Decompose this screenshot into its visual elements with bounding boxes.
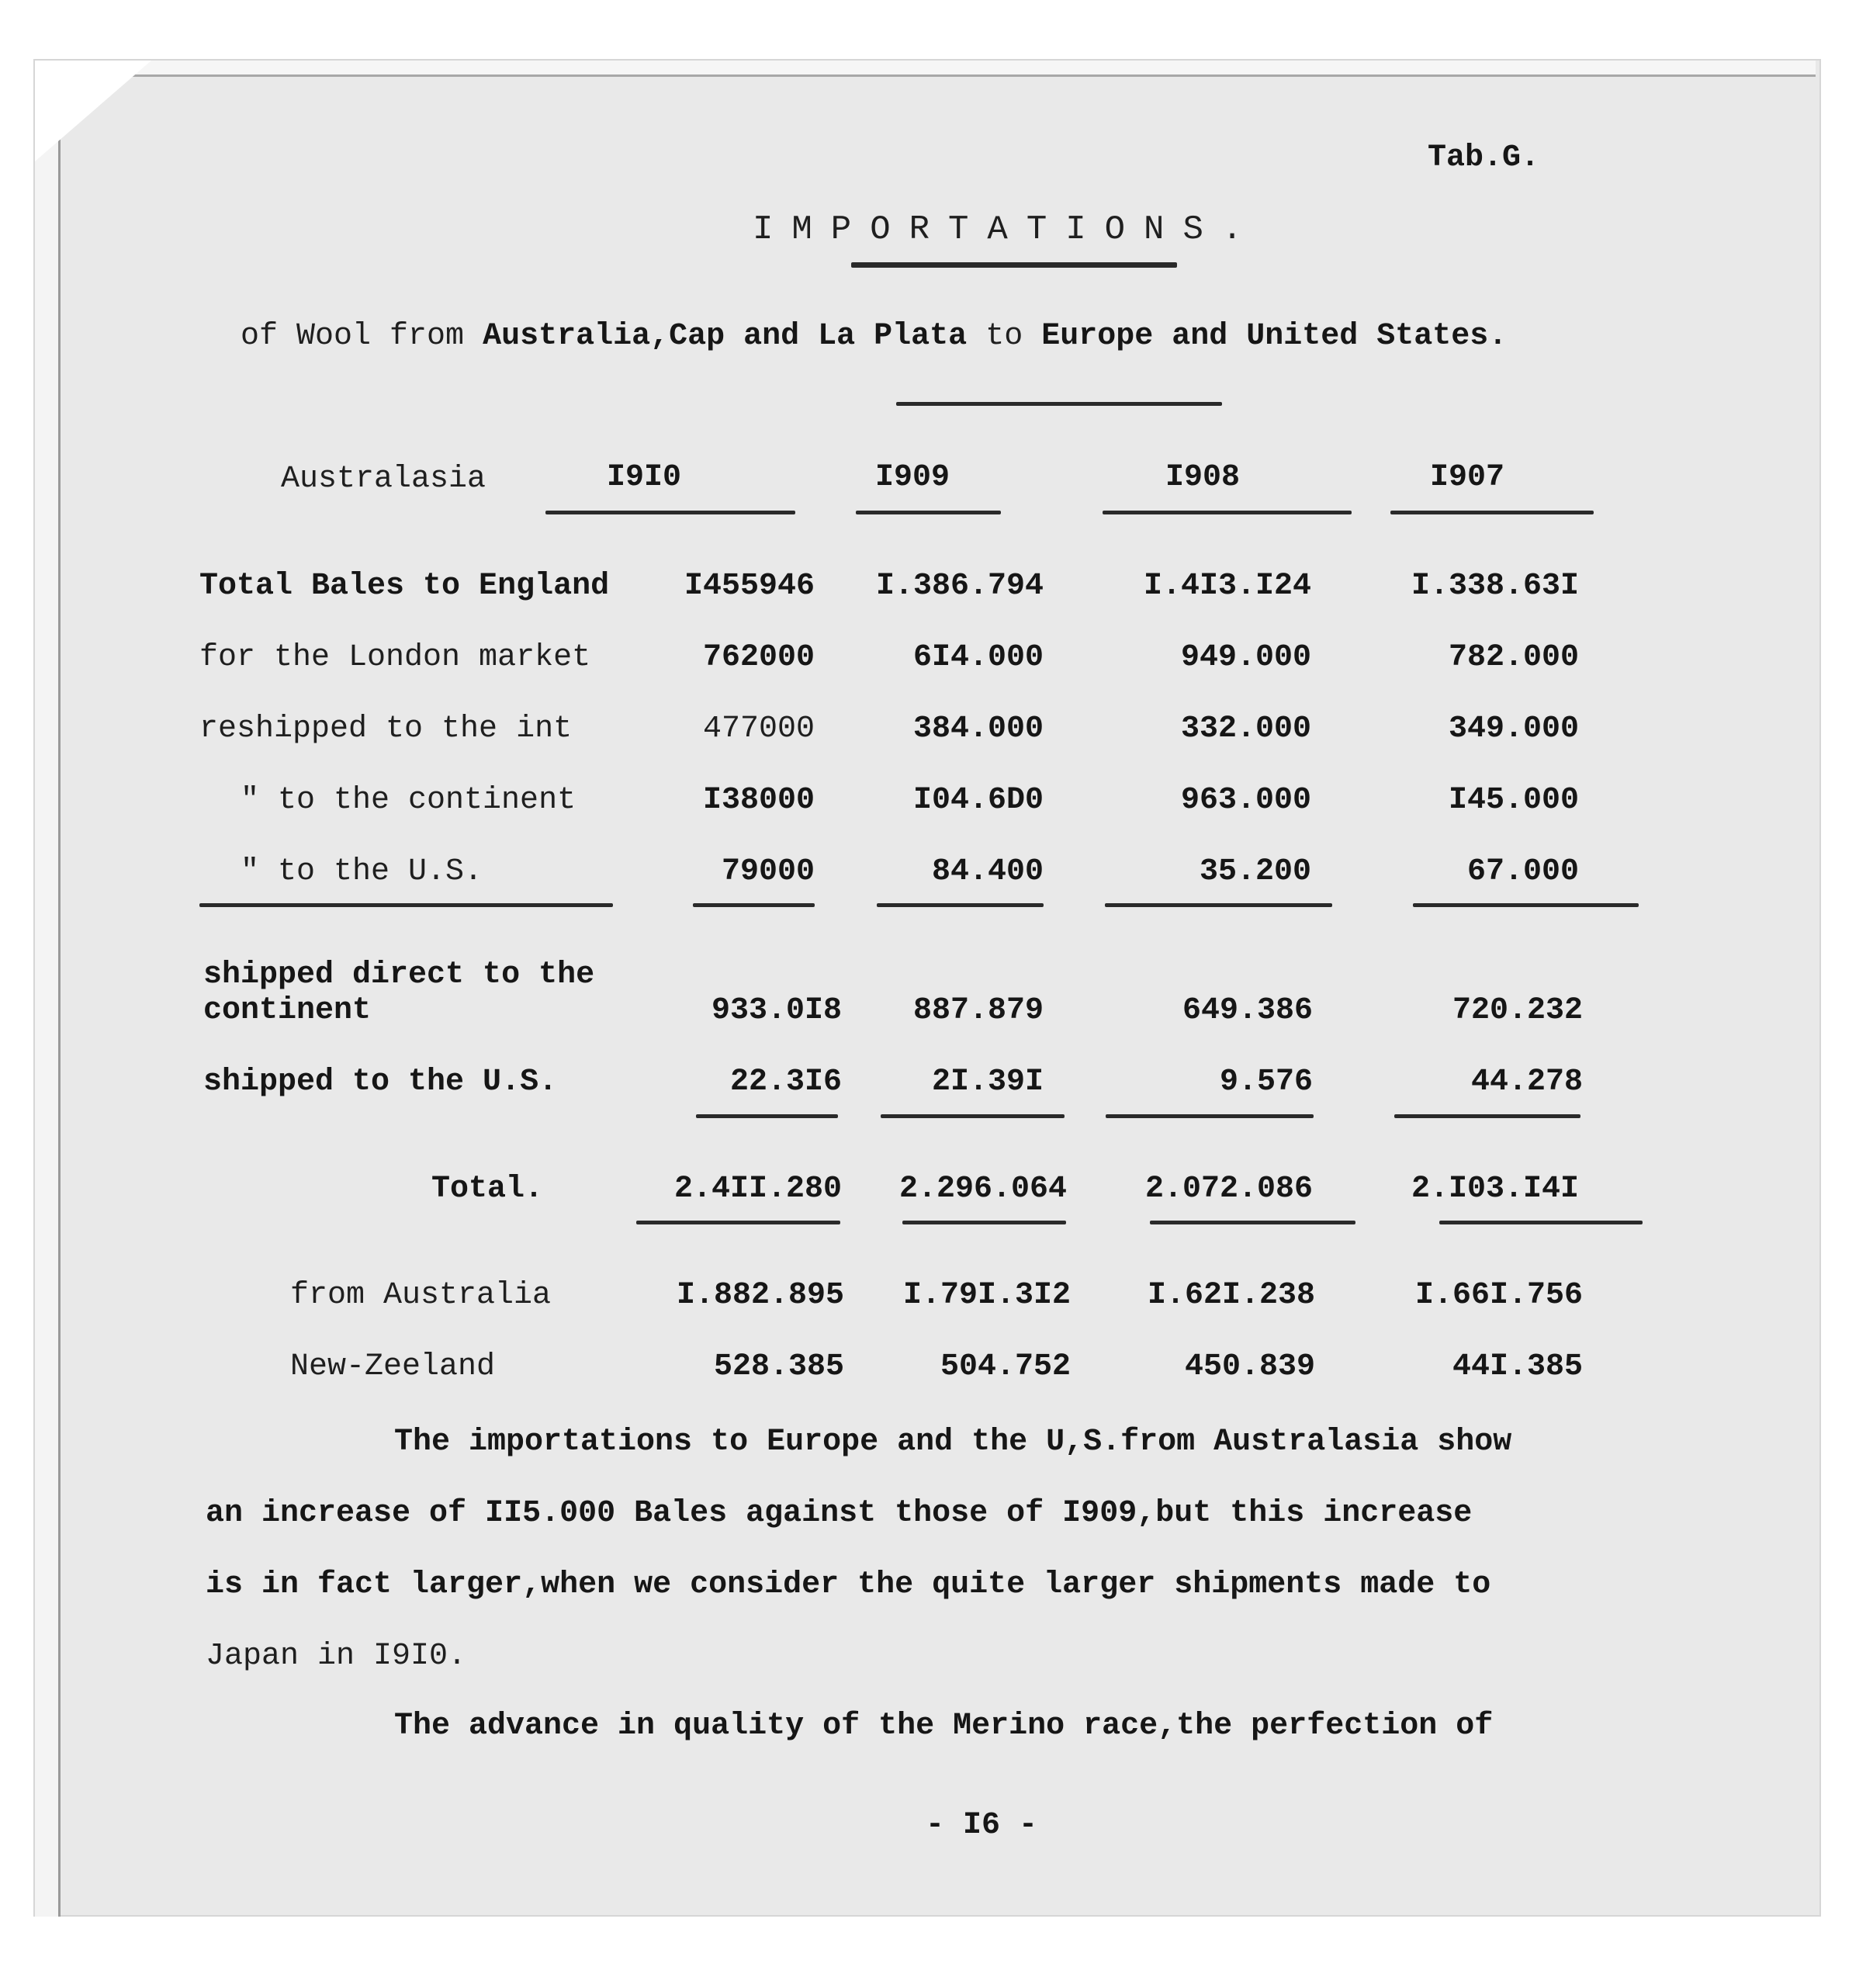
cell-direct-continent-1910: 933.0I8 (711, 993, 842, 1028)
total-rule-1908 (1106, 1114, 1314, 1118)
cell-reshipped-1909: 384.000 (912, 712, 1044, 746)
row-label-london-market: for the London market (199, 640, 591, 675)
paragraph1-line1: The importations to Europe and the U,S.from Australasia show (394, 1425, 1512, 1460)
cell-reshipped-1907: 349.000 (1448, 712, 1579, 746)
cell-new-zealand-1907: 44I.385 (1452, 1349, 1583, 1384)
row-label-total: Total. (431, 1172, 544, 1207)
year-header-1908: I908 (1165, 460, 1241, 495)
cell-direct-us-1907: 44.278 (1470, 1065, 1583, 1100)
cell-australia-1907: I.66I.756 (1414, 1278, 1583, 1313)
grand-total-rule-1910 (636, 1221, 840, 1224)
cell-total-england-1910: I455946 (684, 569, 815, 604)
cell-to-us-1907: 67.000 (1466, 854, 1579, 889)
page-number: - I6 - (926, 1808, 1038, 1843)
cell-new-zealand-1909: 504.752 (940, 1349, 1071, 1384)
total-rule-1907 (1394, 1114, 1580, 1118)
region-label: Australasia (281, 462, 486, 497)
cell-continent-1910: I38000 (702, 783, 815, 818)
cell-australia-1910: I.882.895 (676, 1278, 844, 1313)
cell-reshipped-1908: 332.000 (1180, 712, 1311, 746)
total-rule-1910 (696, 1114, 838, 1118)
subtotal-rule-1909 (877, 903, 1044, 907)
cell-london-1909: 6I4.000 (912, 640, 1044, 675)
subtitle (241, 321, 1507, 352)
cell-direct-us-1908: 9.576 (1219, 1065, 1313, 1100)
row-label-to-us: ″ to the U.S. (241, 854, 483, 889)
subtitle-joiner: to (985, 319, 1023, 354)
subtotal-rule-1908 (1105, 903, 1332, 907)
row-label-reshipped: reshipped to the int (199, 712, 573, 746)
cell-to-us-1908: 35.200 (1199, 854, 1311, 889)
cell-direct-continent-1908: 649.386 (1182, 993, 1313, 1028)
year-header-1907: I907 (1430, 460, 1505, 495)
row-label-direct-continent-1: shipped direct to the (203, 958, 595, 992)
subtotal-rule-1907 (1413, 903, 1639, 907)
cell-direct-continent-1909: 887.879 (912, 993, 1044, 1028)
cell-to-us-1909: 84.400 (931, 854, 1044, 889)
row-label-direct-continent-2: continent (203, 993, 372, 1028)
cell-direct-continent-1907: 720.232 (1452, 993, 1583, 1028)
paragraph2-line1: The advance in quality of the Merino race,the perfection of (394, 1709, 1494, 1744)
cell-total-1908: 2.072.086 (1144, 1172, 1313, 1207)
subtotal-rule-1910 (693, 903, 815, 907)
cell-total-1907: 2.I03.I4I (1411, 1172, 1579, 1207)
year-header-1909: I909 (875, 460, 950, 495)
subtitle-destinations: Europe and United States. (1041, 319, 1508, 354)
cell-total-england-1909: I.386.794 (875, 569, 1044, 604)
cell-australia-1909: I.79I.3I2 (902, 1278, 1071, 1313)
cell-total-england-1907: I.338.63I (1411, 569, 1579, 604)
cell-continent-1908: 963.000 (1180, 783, 1311, 818)
year-header-1910: I9I0 (607, 460, 682, 495)
header-underline-1909 (856, 511, 1001, 514)
paragraph1-line4: Japan in I9I0. (206, 1639, 467, 1674)
folded-corner (35, 61, 151, 161)
row-label-to-continent: ″ to the continent (241, 783, 576, 818)
cell-total-england-1908: I.4I3.I24 (1143, 569, 1311, 604)
row-label-from-australia (290, 1280, 551, 1311)
grand-total-rule-1909 (902, 1221, 1066, 1224)
row-label-direct-us: shipped to the U.S. (203, 1065, 558, 1100)
paper-top-edge (132, 61, 1816, 77)
paragraph1-line3: is in fact larger,when we consider the quite larger shipments made to (206, 1567, 1491, 1602)
header-underline-1908 (1103, 511, 1352, 514)
cell-total-1910: 2.4II.280 (673, 1172, 842, 1207)
subtitle-underline (896, 402, 1222, 406)
paragraph1-line2: an increase of II5.000 Bales against those of I909,but this increase (206, 1496, 1473, 1531)
grand-total-rule-1908 (1150, 1221, 1355, 1224)
tab-label: Tab.G. (1428, 140, 1540, 175)
page-title: IMPORTATIONS. (753, 210, 1262, 249)
row-label-new-zealand: New-Zeeland (290, 1349, 496, 1384)
cell-direct-us-1910: 22.3I6 (729, 1065, 842, 1100)
from-australia-label: from Australia (290, 1278, 552, 1313)
cell-new-zealand-1910: 528.385 (713, 1349, 844, 1384)
paper-left-edge (35, 140, 61, 1917)
cell-reshipped-1910: 477000 (702, 712, 815, 746)
subtitle-prefix: of Wool from (241, 319, 465, 354)
cell-australia-1908: I.62I.238 (1147, 1278, 1315, 1313)
cell-new-zealand-1908: 450.839 (1184, 1349, 1315, 1384)
row-label-total-england: Total Bales to England (199, 569, 610, 604)
cell-to-us-1910: 79000 (721, 854, 815, 889)
grand-total-rule-1907 (1439, 1221, 1643, 1224)
cell-london-1908: 949.000 (1180, 640, 1311, 675)
cell-london-1910: 762000 (702, 640, 815, 675)
cell-total-1909: 2.296.064 (898, 1172, 1067, 1207)
cell-continent-1907: I45.000 (1448, 783, 1579, 818)
cell-london-1907: 782.000 (1448, 640, 1579, 675)
cell-direct-us-1909: 2I.39I (931, 1065, 1044, 1100)
subtitle-origins: Australia,Cap and La Plata (483, 319, 968, 354)
header-underline-1910 (545, 511, 795, 514)
subtotal-rule-label (199, 903, 613, 907)
title-underline (851, 262, 1177, 268)
total-rule-1909 (881, 1114, 1065, 1118)
header-underline-1907 (1390, 511, 1594, 514)
cell-continent-1909: I04.6D0 (912, 783, 1044, 818)
